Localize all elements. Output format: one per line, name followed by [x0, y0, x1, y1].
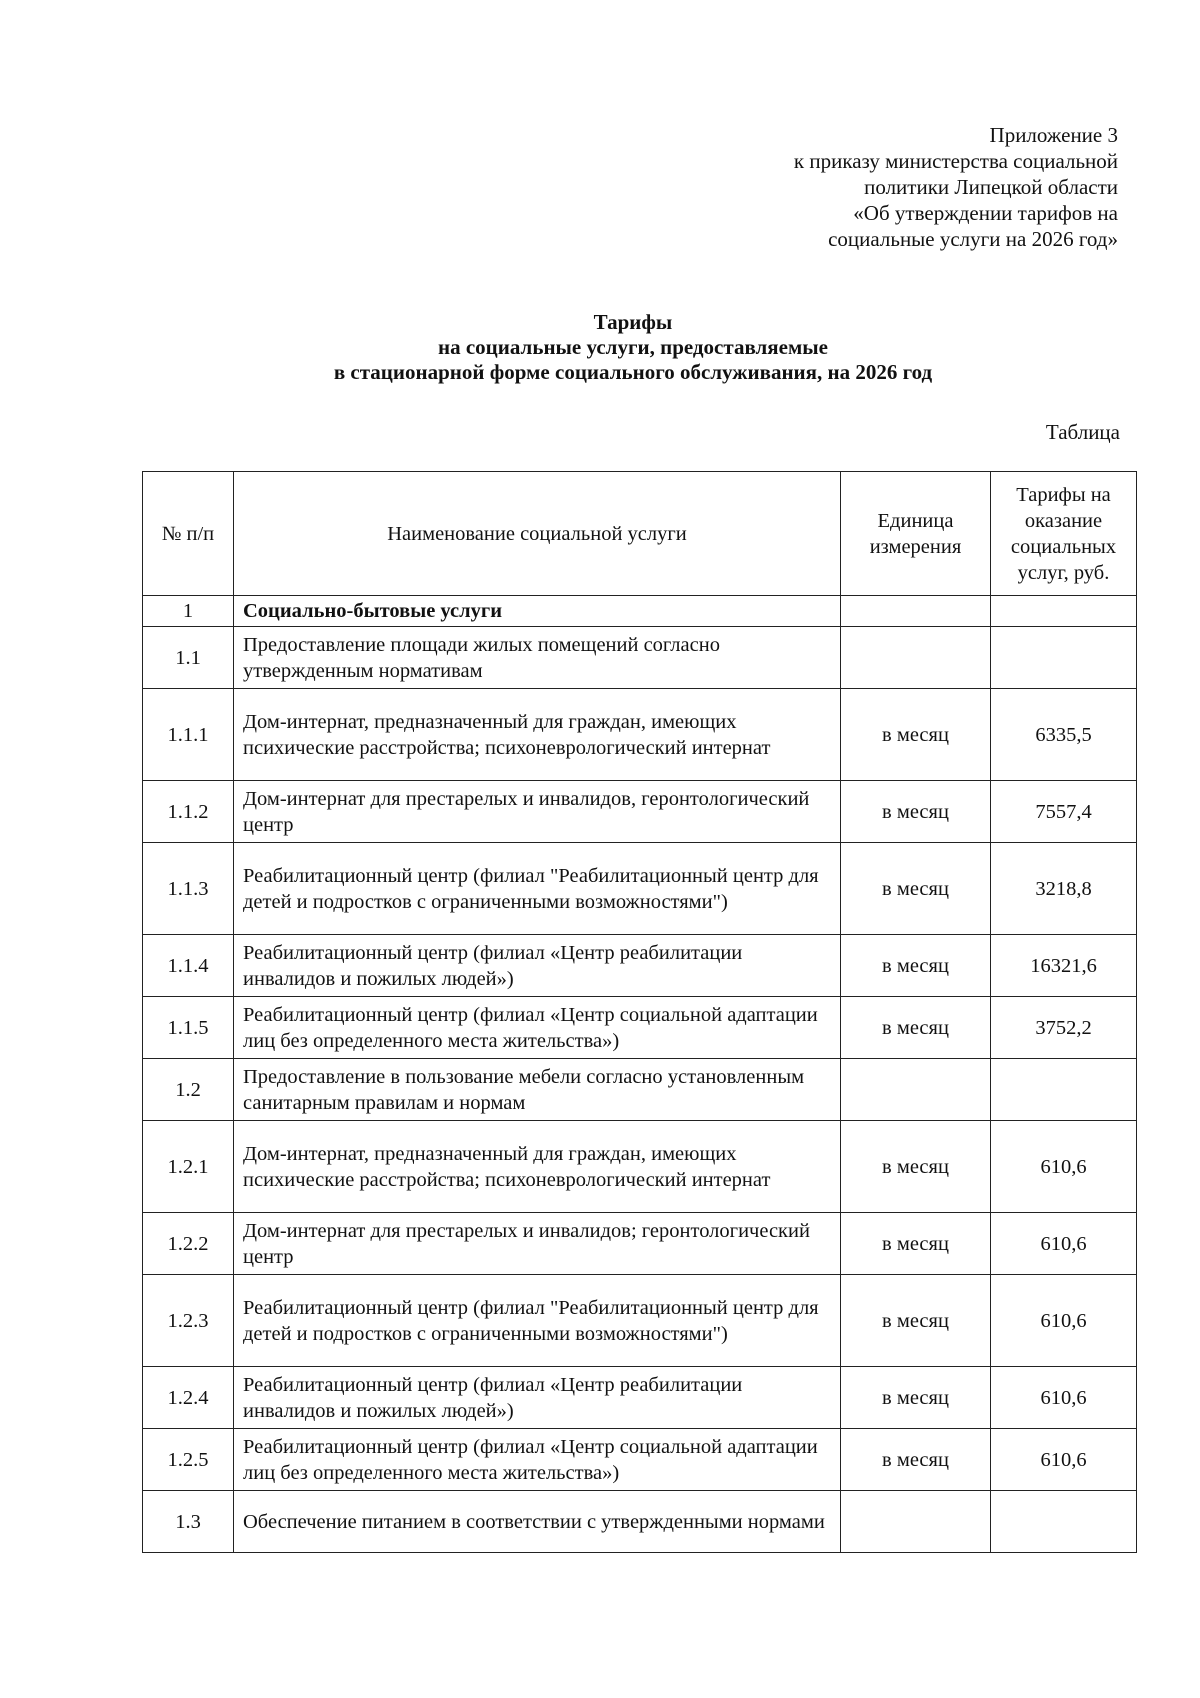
- table-row: [143, 1429, 1137, 1491]
- row-unit: в месяц: [841, 843, 991, 935]
- row-price: 610,6: [991, 1429, 1137, 1491]
- table-row: [143, 1059, 1137, 1121]
- title-line: на социальные услуги, предоставляемые: [438, 335, 828, 359]
- row-unit: [841, 627, 991, 689]
- row-unit: в месяц: [841, 781, 991, 843]
- row-unit: в месяц: [841, 1275, 991, 1367]
- row-num: 1.1.2: [143, 781, 234, 843]
- row-unit: в месяц: [841, 689, 991, 781]
- row-name: Реабилитационный центр (филиал «Центр реабилитации инвалидов и пожилых людей»): [234, 935, 841, 997]
- row-name: Реабилитационный центр (филиал «Центр социальной адаптации лиц без определенного места жительства»): [234, 1429, 841, 1491]
- table-row: [143, 689, 1137, 781]
- annex-line: к приказу министерства социальной: [793, 149, 1118, 173]
- table-row: [143, 627, 1137, 689]
- table-row: [143, 1367, 1137, 1429]
- table-row: [143, 997, 1137, 1059]
- row-price: 3218,8: [991, 843, 1137, 935]
- row-num: 1.1.3: [143, 843, 234, 935]
- row-price: [991, 1491, 1137, 1553]
- row-price: 3752,2: [991, 997, 1137, 1059]
- header-name: Наименование социальной услуги: [234, 472, 841, 596]
- row-name: Предоставление площади жилых помещений согласно утвержденным нормативам: [234, 627, 841, 689]
- row-unit: в месяц: [841, 1367, 991, 1429]
- row-price: 7557,4: [991, 781, 1137, 843]
- annex-line: политики Липецкой области: [864, 175, 1118, 199]
- row-num: 1.2.2: [143, 1213, 234, 1275]
- table-row: [143, 843, 1137, 935]
- row-num: 1.1.4: [143, 935, 234, 997]
- row-name: Предоставление в пользование мебели согласно установленным санитарным правилам и нормам: [234, 1059, 841, 1121]
- row-num: 1.2.1: [143, 1121, 234, 1213]
- row-num: 1.2: [143, 1059, 234, 1121]
- row-num: 1.1.1: [143, 689, 234, 781]
- table-row: [143, 935, 1137, 997]
- row-price: 610,6: [991, 1367, 1137, 1429]
- row-name: Дом-интернат, предназначенный для граждан, имеющих психические расстройства; психоневрологический интернат: [234, 689, 841, 781]
- row-unit: в месяц: [841, 997, 991, 1059]
- row-unit: в месяц: [841, 1429, 991, 1491]
- row-price: [991, 627, 1137, 689]
- row-num: 1.3: [143, 1491, 234, 1553]
- row-name: Социально-бытовые услуги: [234, 596, 841, 627]
- table-row: [143, 1491, 1137, 1553]
- table-row: [143, 1121, 1137, 1213]
- row-unit: в месяц: [841, 1121, 991, 1213]
- annex-line: социальные услуги на 2026 год»: [828, 227, 1118, 251]
- header-num: № п/п: [143, 472, 234, 596]
- row-price: [991, 596, 1137, 627]
- table-row: [143, 1275, 1137, 1367]
- row-unit: [841, 1059, 991, 1121]
- table-label: Таблица: [1045, 420, 1120, 444]
- row-price: [991, 1059, 1137, 1121]
- row-unit: в месяц: [841, 1213, 991, 1275]
- table-row: [143, 1213, 1137, 1275]
- row-price: 610,6: [991, 1121, 1137, 1213]
- annex-line: «Об утверждении тарифов на: [853, 201, 1118, 225]
- row-name: Реабилитационный центр (филиал «Центр реабилитации инвалидов и пожилых людей»): [234, 1367, 841, 1429]
- row-name: Реабилитационный центр (филиал "Реабилитационный центр для детей и подростков с ограниченными возможностями"): [234, 843, 841, 935]
- row-num: 1.1.5: [143, 997, 234, 1059]
- table-row: [143, 596, 1137, 627]
- table-row: [143, 781, 1137, 843]
- row-name: Дом-интернат для престарелых и инвалидов; геронтологический центр: [234, 1213, 841, 1275]
- row-name: Обеспечение питанием в соответствии с утвержденными нормами: [234, 1491, 841, 1553]
- row-unit: в месяц: [841, 935, 991, 997]
- row-price: 610,6: [991, 1213, 1137, 1275]
- header-unit: Единица измерения: [841, 472, 991, 596]
- row-unit: [841, 596, 991, 627]
- tariffs-table: [142, 471, 1137, 1553]
- row-unit: [841, 1491, 991, 1553]
- row-num: 1.2.4: [143, 1367, 234, 1429]
- row-num: 1: [143, 596, 234, 627]
- row-num: 1.2.3: [143, 1275, 234, 1367]
- row-price: 6335,5: [991, 689, 1137, 781]
- title-line: в стационарной форме социального обслуживания, на 2026 год: [333, 360, 933, 384]
- title-line: Тарифы: [593, 310, 673, 334]
- row-price: 610,6: [991, 1275, 1137, 1367]
- row-name: Реабилитационный центр (филиал «Центр социальной адаптации лиц без определенного места жительства»): [234, 997, 841, 1059]
- row-name: Реабилитационный центр (филиал "Реабилитационный центр для детей и подростков с ограниченными возможностями"): [234, 1275, 841, 1367]
- row-num: 1.1: [143, 627, 234, 689]
- annex-header: [658, 122, 1118, 252]
- annex-line: Приложение 3: [989, 123, 1118, 147]
- row-name: Дом-интернат, предназначенный для граждан, имеющих психические расстройства; психоневрологический интернат: [234, 1121, 841, 1213]
- table-header-row: [143, 472, 1137, 596]
- row-price: 16321,6: [991, 935, 1137, 997]
- header-price: Тарифы на оказание социальных услуг, руб.: [991, 472, 1137, 596]
- document-title: [0, 310, 1200, 385]
- row-name: Дом-интернат для престарелых и инвалидов, геронтологический центр: [234, 781, 841, 843]
- row-num: 1.2.5: [143, 1429, 234, 1491]
